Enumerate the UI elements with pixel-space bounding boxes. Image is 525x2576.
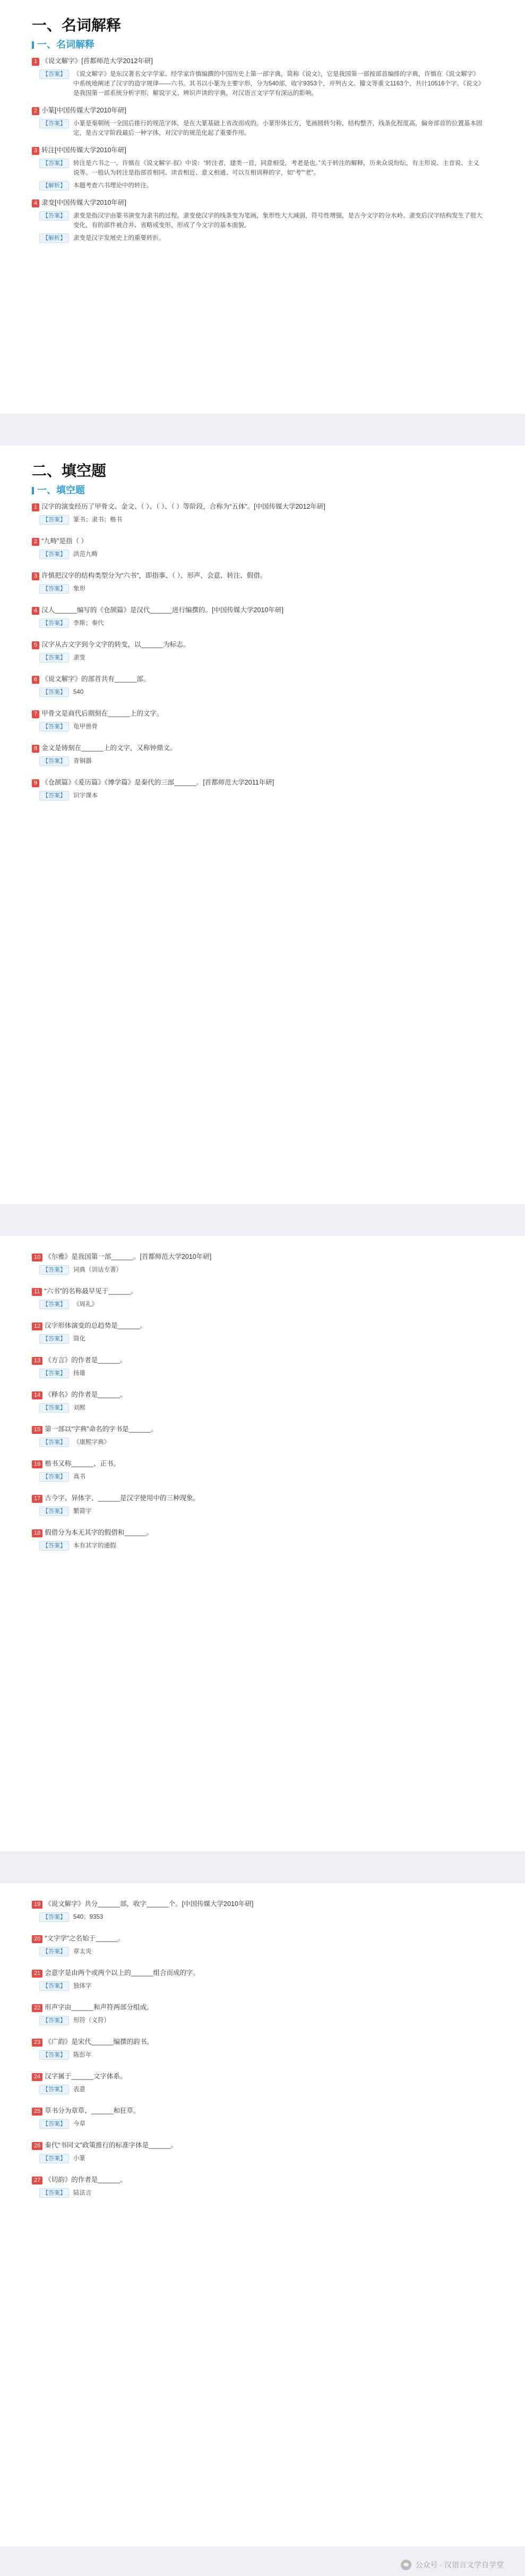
question-text: 汉字的演变经历了甲骨文、金文、（ ）、（ ）、（ ）等阶段，合称为“五体”。[中国传媒大学2012年研] — [41, 503, 325, 510]
question-number: 20 — [32, 1935, 42, 1943]
question-item — [32, 198, 493, 243]
question-text: 汉字从古文字到今文字的转变，以______为标志。 — [41, 641, 190, 648]
answer-text: 繁简字 — [73, 1508, 92, 1515]
answer-text: 独体字 — [73, 1983, 92, 1989]
section-subtitle: 一、填空题 — [32, 483, 493, 497]
answer-tag: 【答案】 — [39, 211, 69, 221]
question-text: “九畴”是指（ ） — [41, 537, 88, 545]
question-number: 19 — [32, 1901, 42, 1909]
answer-row — [32, 2154, 493, 2163]
question-text: 《切韵》的作者是______。 — [45, 2176, 127, 2183]
question-number: 13 — [32, 1357, 42, 1365]
answer-tag: 【答案】 — [39, 1541, 69, 1551]
answer-text: 《康熙字典》 — [73, 1439, 110, 1446]
answer-text: 章太炎 — [73, 1948, 92, 1955]
question-number: 18 — [32, 1529, 42, 1537]
question-item — [32, 1424, 493, 1447]
question-number: 7 — [32, 710, 39, 718]
question-item — [32, 1252, 493, 1275]
answer-text: 转注是六书之一。许慎在《说文解字·叙》中说：“转注者，建类一首，同意相受，考老是也。”关于转注的解释，历来众说纷纭，有主形说、主音说、主义说等。一般认为转注是指部首相同、读音相近、意义相通、可以互相训释的字，如“考”“老”。 — [73, 160, 479, 176]
question-number: 1 — [32, 503, 39, 511]
answer-text: 540；9353 — [73, 1914, 104, 1920]
answer-text: 识字课本 — [73, 793, 98, 799]
answer-text: 小篆是秦朝统一全国后推行的规范字体，是在大篆基础上省改而成的。小篆形体长方，笔画圆转匀称，结构整齐，线条化程度高，偏旁部首的位置基本固定，是古文字阶段最后一种字体，对汉字的规范化起了重要作用。 — [73, 120, 483, 136]
question-text: 隶变[中国传媒大学2010年研] — [41, 199, 126, 206]
answer-row — [32, 653, 493, 663]
answer-row — [32, 619, 493, 628]
answer-tag: 【答案】 — [39, 550, 69, 559]
answer-row — [32, 1334, 493, 1344]
answer-row — [32, 2188, 493, 2198]
question-number: 25 — [32, 2108, 42, 2116]
question-number: 5 — [32, 641, 39, 649]
question-number: 16 — [32, 1460, 42, 1468]
answer-row — [32, 515, 493, 525]
question-number: 10 — [32, 1254, 42, 1261]
question-text: “六书”的名称最早见于______。 — [44, 1287, 137, 1295]
question-item — [32, 536, 493, 559]
answer-text: 《周礼》 — [73, 1301, 98, 1308]
answer-text: 陆法言 — [73, 2190, 92, 2196]
answer-text: 表意 — [73, 2086, 85, 2093]
answer-row — [32, 119, 493, 138]
question-item — [32, 640, 493, 663]
answer-tag: 【答案】 — [39, 2050, 69, 2060]
answer-text: 540 — [73, 689, 84, 695]
question-text: 《广韵》是宋代______编撰的韵书。 — [45, 2038, 153, 2046]
question-item — [32, 1528, 493, 1551]
analysis-text: 本题考查六书理论中的转注。 — [73, 182, 153, 189]
question-number: 6 — [32, 676, 39, 684]
question-item — [32, 2072, 493, 2094]
question-text: 许慎把汉字的结构类型分为“六书”，即指事、（ ）、形声、会意、转注、假借。 — [41, 572, 267, 579]
question-item — [32, 1899, 493, 1922]
question-number: 22 — [32, 2004, 42, 2012]
answer-text: 真书 — [73, 1474, 85, 1480]
question-number: 3 — [32, 147, 39, 155]
question-number: 2 — [32, 538, 39, 546]
answer-tag: 【答案】 — [39, 2085, 69, 2094]
question-number: 11 — [32, 1288, 42, 1296]
question-item — [32, 1934, 493, 1956]
watermark — [401, 2560, 504, 2570]
question-list — [32, 502, 493, 800]
question-text: 《释名》的作者是______。 — [45, 1391, 127, 1398]
question-number: 23 — [32, 2039, 42, 2047]
answer-tag: 【答案】 — [39, 1369, 69, 1378]
page-4 — [0, 1883, 525, 2546]
watermark-text: 公众号 · 汉语言文学自学堂 — [415, 2561, 504, 2569]
answer-tag: 【答案】 — [39, 756, 69, 766]
question-text: 《尔雅》是我国第一部______。[首都师范大学2010年研] — [45, 1253, 212, 1260]
question-text: 甲骨文是商代后期刻在______上的文字。 — [41, 710, 163, 717]
answer-row — [32, 687, 493, 697]
analysis-text: 隶变是汉字发展史上的重要转折。 — [73, 235, 165, 241]
answer-tag: 【答案】 — [39, 515, 69, 525]
answer-row — [32, 2119, 493, 2129]
question-item — [32, 1390, 493, 1413]
question-text: 《说文解字》的部首共有______部。 — [41, 675, 150, 683]
subtitle-bar — [32, 487, 34, 494]
answer-row — [32, 1981, 493, 1991]
answer-text: 简化 — [73, 1336, 85, 1342]
section-title: 一、名词解释 — [32, 18, 122, 34]
answer-row — [32, 791, 493, 800]
question-text: 会意字是由两个或两个以上的______组合而成的字。 — [45, 1969, 200, 1977]
answer-tag: 【答案】 — [39, 1981, 69, 1991]
question-item — [32, 145, 493, 190]
answer-row — [32, 584, 493, 594]
question-number: 3 — [32, 572, 39, 580]
question-text: 《说文解字》共分______部，收字______个。[中国传媒大学2010年研] — [45, 1900, 254, 1908]
question-item — [32, 709, 493, 732]
question-number: 17 — [32, 1495, 42, 1503]
question-text: 《仓颉篇》《爰历篇》《博学篇》是秦代的三部______。[首都师范大学2011年研] — [41, 779, 274, 786]
page-1 — [0, 0, 525, 414]
answer-row — [32, 211, 493, 230]
question-item — [32, 1493, 493, 1516]
question-item — [32, 1459, 493, 1482]
page-2 — [0, 446, 525, 1204]
question-text: 汉人______编写的《仓颉篇》是汉代______进行编撰的。[中国传媒大学2010年研] — [41, 606, 283, 614]
question-item — [32, 2106, 493, 2129]
question-number: 12 — [32, 1322, 42, 1330]
question-number: 26 — [32, 2142, 42, 2150]
answer-text: 小篆 — [73, 2155, 85, 2162]
question-number: 24 — [32, 2073, 42, 2081]
question-item — [32, 2140, 493, 2163]
answer-row — [32, 2016, 493, 2025]
answer-tag: 【答案】 — [39, 1300, 69, 1309]
answer-tag: 【答案】 — [39, 619, 69, 628]
answer-tag: 【答案】 — [39, 2154, 69, 2163]
question-text: 转注[中国传媒大学2010年研] — [41, 146, 126, 154]
question-item — [32, 56, 493, 98]
question-text: 形声字由______和声符两部分组成。 — [45, 2004, 153, 2011]
answer-text: 洪范九畴 — [73, 551, 98, 558]
analysis-row — [32, 233, 493, 243]
answer-row — [32, 1472, 493, 1482]
answer-row — [32, 1300, 493, 1309]
page-3 — [0, 1236, 525, 1851]
answer-text: 篆书；隶书；楷书 — [73, 517, 122, 523]
answer-row — [32, 159, 493, 178]
question-number: 8 — [32, 745, 39, 753]
question-item — [32, 2003, 493, 2025]
answer-text: 词典（训诂专著） — [73, 1267, 122, 1273]
analysis-tag: 【解析】 — [39, 233, 69, 243]
question-item — [32, 571, 493, 594]
answer-tag: 【答案】 — [39, 1472, 69, 1482]
question-number: 9 — [32, 779, 39, 787]
question-number: 27 — [32, 2177, 42, 2185]
answer-tag: 【答案】 — [39, 159, 69, 168]
question-list — [32, 1899, 493, 2198]
answer-tag: 【答案】 — [39, 2119, 69, 2129]
answer-tag: 【答案】 — [39, 1403, 69, 1413]
question-number: 21 — [32, 1970, 42, 1978]
answer-text: 青铜器 — [73, 758, 92, 764]
answer-row — [32, 1265, 493, 1275]
answer-tag: 【答案】 — [39, 1334, 69, 1344]
question-item — [32, 106, 493, 138]
answer-tag: 【答案】 — [39, 1947, 69, 1956]
question-text: 第一部以“字典”命名的字书是______。 — [45, 1425, 158, 1433]
question-text: 草书分为章草、______和狂草。 — [45, 2107, 140, 2114]
question-item — [32, 1355, 493, 1378]
question-item — [32, 2037, 493, 2060]
answer-tag: 【答案】 — [39, 687, 69, 697]
answer-row — [32, 550, 493, 559]
question-item — [32, 743, 493, 766]
answer-row — [32, 2085, 493, 2094]
answer-tag: 【答案】 — [39, 1507, 69, 1516]
question-text: 假借分为本无其字的假借和______。 — [45, 1529, 153, 1536]
answer-row — [32, 1438, 493, 1447]
answer-row — [32, 1912, 493, 1922]
answer-tag: 【答案】 — [39, 584, 69, 594]
answer-tag: 【答案】 — [39, 791, 69, 800]
section-subtitle: 一、名词解释 — [32, 37, 493, 51]
question-text: 《方言》的作者是______。 — [45, 1356, 127, 1364]
answer-row — [32, 756, 493, 766]
answer-tag: 【答案】 — [39, 2188, 69, 2198]
question-number: 14 — [32, 1391, 42, 1399]
question-item — [32, 2175, 493, 2198]
answer-tag: 【答案】 — [39, 722, 69, 732]
answer-text: 象形 — [73, 586, 85, 592]
answer-tag: 【答案】 — [39, 1438, 69, 1447]
question-text: 秦代“书同文”政策推行的标准字体是______。 — [45, 2142, 178, 2149]
answer-text: 《说文解字》是东汉著名文字学家、经学家许慎编撰的中国历史上第一部字典，简称《说文》，它是我国第一部按部首编排的字典，许慎在《说文解字》中系统地阐述了汉字的造字规律——六书。其书以小篆为主要字形，分为540部，收字9353个，并列古文、籀文等重文1163个，共计10516个字。《说文》是我国第一部系统分析字形、解说字义、辨识声读的字典，对汉语言文字学有深远的影响。 — [73, 71, 481, 97]
analysis-row — [32, 181, 493, 190]
answer-text: 形符（义符） — [73, 2017, 110, 2024]
answer-text: 龟甲兽骨 — [73, 724, 98, 730]
question-item — [32, 674, 493, 697]
answer-text: 今草 — [73, 2121, 85, 2127]
answer-text: 隶变 — [73, 655, 85, 661]
answer-row — [32, 1403, 493, 1413]
answer-row — [32, 1947, 493, 1956]
question-number: 4 — [32, 607, 39, 615]
question-text: 汉字属于______文字体系。 — [45, 2073, 127, 2080]
answer-text: 隶变是指汉字由篆书演变为隶书的过程。隶变使汉字的线条变为笔画，象形性大大减弱，符号性增强，是古今文字的分水岭。隶变后汉字结构发生了很大变化，有的部件被合并、省略或变形，形成了今文字的基本面貌。 — [73, 213, 483, 229]
question-text: “文字学”之名始于______。 — [45, 1935, 125, 1942]
answer-row — [32, 69, 493, 98]
question-text: 汉字形体演变的总趋势是______。 — [45, 1322, 147, 1329]
question-text: 金文是铸刻在______上的文字，又称钟鼎文。 — [41, 744, 177, 752]
answer-text: 刘熙 — [73, 1405, 85, 1411]
question-text: 小篆[中国传媒大学2010年研] — [41, 107, 126, 114]
section-title: 二、填空题 — [32, 463, 107, 480]
question-number: 1 — [32, 58, 39, 66]
question-item — [32, 502, 493, 525]
answer-text: 李斯；秦代 — [73, 620, 104, 626]
question-item — [32, 605, 493, 628]
question-item — [32, 1321, 493, 1344]
answer-text: 陈彭年 — [73, 2052, 92, 2058]
question-item — [32, 778, 493, 800]
answer-tag: 【答案】 — [39, 1265, 69, 1275]
wechat-logo-icon — [401, 2560, 411, 2570]
question-list — [32, 1252, 493, 1551]
question-number: 15 — [32, 1426, 42, 1434]
question-text: 《说文解字》[首都师范大学2012年研] — [41, 57, 153, 65]
answer-tag: 【答案】 — [39, 69, 69, 79]
question-text: 古今字、异体字、______是汉字使用中的三种现象。 — [45, 1494, 200, 1502]
answer-tag: 【答案】 — [39, 2016, 69, 2025]
answer-row — [32, 1507, 493, 1516]
question-text: 楷书又称______、正书。 — [45, 1460, 120, 1467]
answer-text: 本有其字的通假 — [73, 1543, 116, 1549]
question-number: 2 — [32, 107, 39, 115]
analysis-tag: 【解析】 — [39, 181, 69, 190]
answer-tag: 【答案】 — [39, 119, 69, 128]
answer-tag: 【答案】 — [39, 1912, 69, 1922]
answer-row — [32, 1369, 493, 1378]
question-item — [32, 1968, 493, 1991]
answer-text: 扬雄 — [73, 1370, 85, 1377]
subtitle-bar — [32, 41, 34, 49]
answer-row — [32, 1541, 493, 1551]
question-item — [32, 1286, 493, 1309]
answer-row — [32, 2050, 493, 2060]
answer-row — [32, 722, 493, 732]
answer-tag: 【答案】 — [39, 653, 69, 663]
question-number: 4 — [32, 199, 39, 207]
